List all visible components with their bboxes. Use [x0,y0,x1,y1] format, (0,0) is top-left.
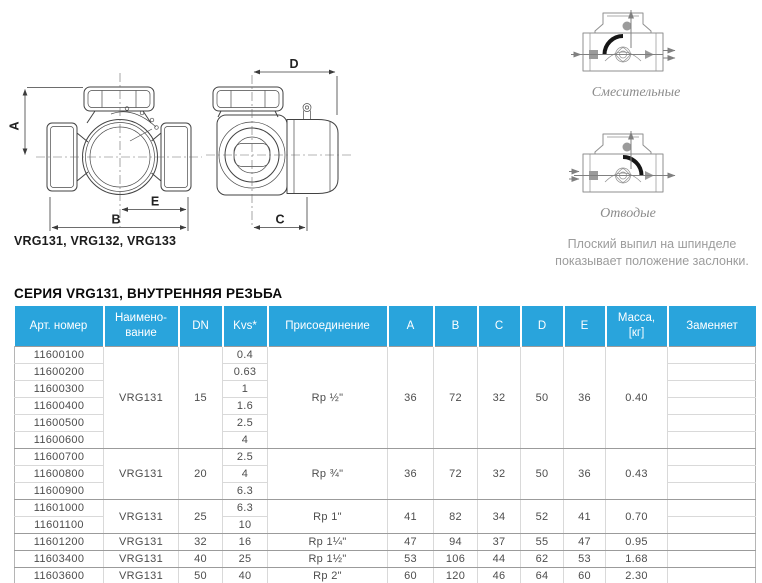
cell-dim-b: 72 [434,347,478,449]
cell-dim-a: 41 [388,500,434,534]
cell-mass: 0.40 [606,347,668,449]
cell-connection: Rp 1½" [268,551,388,568]
cell-replaces [668,432,756,449]
cell-replaces [668,568,756,583]
cell-art-number: 11601200 [15,534,104,551]
cell-kvs: 4 [223,466,268,483]
drawing-caption: VRG131, VRG132, VRG133 [14,234,177,248]
cell-art-number: 11600700 [15,449,104,466]
col-header-name: Наимено- вание [104,306,179,347]
cell-dim-e: 41 [564,500,606,534]
cell-replaces [668,381,756,398]
cell-dim-d: 52 [521,500,564,534]
cell-dim-e: 53 [564,551,606,568]
cell-kvs: 1 [223,381,268,398]
cell-connection: Rp 2" [268,568,388,583]
cell-dim-a: 36 [388,347,434,449]
cell-dim-b: 94 [434,534,478,551]
table-row [15,534,756,551]
dim-label-d: D [289,57,299,71]
col-header-a: A [388,306,434,347]
col-header-c: C [478,306,521,347]
cell-kvs: 2.5 [223,449,268,466]
cell-dim-a: 53 [388,551,434,568]
cell-name: VRG131 [104,347,179,449]
cell-mass: 0.70 [606,500,668,534]
cell-mass: 0.95 [606,534,668,551]
cell-dim-c: 32 [478,449,521,500]
cell-dn: 15 [179,347,223,449]
cell-name: VRG131 [104,500,179,534]
cell-replaces [668,466,756,483]
dim-label-e: E [150,194,160,209]
cell-connection: Rp 1" [268,500,388,534]
cell-dim-b: 106 [434,551,478,568]
side-view-drawing [206,57,354,231]
cell-replaces [668,517,756,534]
cell-name: VRG131 [104,568,179,583]
cell-dn: 40 [179,551,223,568]
cell-dn: 32 [179,534,223,551]
dim-label-a: A [7,121,22,131]
dim-label-c: C [275,212,285,227]
cell-dim-d: 62 [521,551,564,568]
cell-name: VRG131 [104,534,179,551]
cell-dim-b: 82 [434,500,478,534]
product-table [14,306,756,583]
cell-dim-e: 36 [564,449,606,500]
cell-kvs: 0.63 [223,364,268,381]
cell-dim-d: 64 [521,568,564,583]
cell-name: VRG131 [104,449,179,500]
col-header-replaces: Заменяет [668,306,756,347]
col-header-conn: Присоединение [268,306,388,347]
diverting-label: Отводые [600,206,656,221]
col-header-dn: DN [179,306,223,347]
col-header-kvs: Kvs* [223,306,268,347]
cell-kvs: 40 [223,568,268,583]
cell-dim-d: 50 [521,347,564,449]
cell-art-number: 11600800 [15,466,104,483]
cell-replaces [668,551,756,568]
mixing-schematic [571,10,675,71]
cell-kvs: 4 [223,432,268,449]
spindle-note [544,236,760,270]
cell-dim-e: 47 [564,534,606,551]
table-row [15,347,756,364]
cell-dim-e: 36 [564,347,606,449]
cell-replaces [668,449,756,466]
table-body [15,347,756,583]
cell-art-number: 11601000 [15,500,104,517]
cell-dim-b: 72 [434,449,478,500]
cell-dim-c: 34 [478,500,521,534]
front-view-drawing [8,73,203,231]
mixing-label: Смесительные [591,85,681,100]
col-header-mass: Масса, [кг] [606,306,668,347]
cell-dim-b: 120 [434,568,478,583]
table-row [15,449,756,466]
cell-kvs: 0.4 [223,347,268,364]
cell-dim-c: 37 [478,534,521,551]
cell-art-number: 11603600 [15,568,104,583]
cell-kvs: 2.5 [223,415,268,432]
col-header-e: E [564,306,606,347]
cell-kvs: 16 [223,534,268,551]
diverting-schematic [569,131,675,192]
cell-dim-c: 46 [478,568,521,583]
cell-connection: Rp ¾" [268,449,388,500]
cell-kvs: 6.3 [223,500,268,517]
table-row [15,568,756,583]
cell-dim-a: 47 [388,534,434,551]
cell-dim-a: 36 [388,449,434,500]
cell-art-number: 11600300 [15,381,104,398]
cell-connection: Rp ½" [268,347,388,449]
cell-replaces [668,364,756,381]
spindle-note-line2: показывает положение заслонки. [555,254,749,268]
cell-dim-d: 55 [521,534,564,551]
cell-replaces [668,398,756,415]
cell-kvs: 6.3 [223,483,268,500]
cell-art-number: 11600500 [15,415,104,432]
cell-replaces [668,415,756,432]
table-title: СЕРИЯ VRG131, ВНУТРЕННЯЯ РЕЗЬБА [14,286,283,301]
table-row [15,500,756,517]
cell-kvs: 10 [223,517,268,534]
cell-connection: Rp 1¼" [268,534,388,551]
cell-dn: 50 [179,568,223,583]
table-row [15,551,756,568]
cell-replaces [668,500,756,517]
cell-art-number: 11600200 [15,364,104,381]
cell-art-number: 11603400 [15,551,104,568]
cell-art-number: 11600600 [15,432,104,449]
cell-dim-c: 44 [478,551,521,568]
col-header-b: B [434,306,478,347]
cell-mass: 0.43 [606,449,668,500]
table-header [15,306,756,347]
cell-replaces [668,483,756,500]
cell-kvs: 25 [223,551,268,568]
cell-dn: 20 [179,449,223,500]
spindle-note-line1: Плоский выпил на шпинделе [567,237,737,251]
cell-dim-d: 50 [521,449,564,500]
cell-mass: 1.68 [606,551,668,568]
cell-kvs: 1.6 [223,398,268,415]
cell-name: VRG131 [104,551,179,568]
cell-art-number: 11600900 [15,483,104,500]
col-header-art: Арт. номер [15,306,104,347]
cell-dim-a: 60 [388,568,434,583]
cell-art-number: 11600100 [15,347,104,364]
cell-replaces [668,347,756,364]
dim-label-b: B [111,212,121,227]
cell-dim-c: 32 [478,347,521,449]
cell-art-number: 11601100 [15,517,104,534]
cell-art-number: 11600400 [15,398,104,415]
col-header-d: D [521,306,564,347]
cell-dn: 25 [179,500,223,534]
cell-mass: 2.30 [606,568,668,583]
cell-replaces [668,534,756,551]
cell-dim-e: 60 [564,568,606,583]
